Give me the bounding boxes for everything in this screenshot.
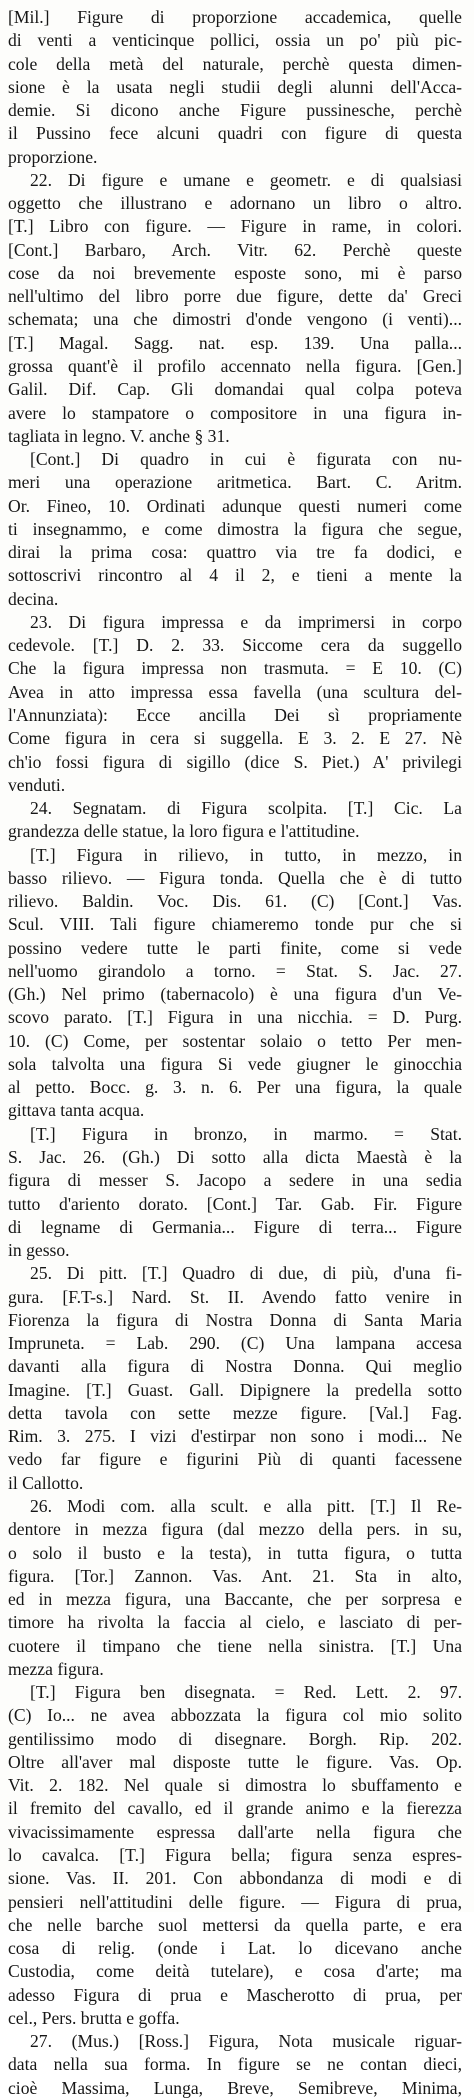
text-line: l'Annunziata): Ecce ancilla Dei sì propriamente bbox=[8, 704, 462, 725]
text-line: Or. Fineo, 10. Ordinati adunque questi numeri come bbox=[8, 495, 462, 516]
text-line: detta tavola con sette mezze figure. [Val.] Fag. bbox=[8, 1402, 462, 1423]
text-line: possino vedere tutte le parti finite, come si vede bbox=[8, 937, 462, 958]
text-line: 26. Modi com. alla scult. e alla pitt. [T.] Il Re- bbox=[30, 1496, 462, 1516]
text-line: [Cont.] Di quadro in cui è figurata con nu- bbox=[30, 449, 462, 470]
text-line: 24. Segnatam. di Figura scolpita. [T.] Cic. La bbox=[30, 798, 462, 819]
text-line: dentore in mezza figura (dal mezzo della pers. in su, bbox=[8, 1519, 462, 1540]
text-line: 23. Di figura impressa e da imprimersi in corpo bbox=[30, 611, 462, 632]
text-line: o solo il busto e la testa), in tutta figura, o tutta bbox=[8, 1542, 462, 1563]
text-line: gittava tanta acqua. bbox=[8, 1100, 145, 1121]
text-line: (C) Io... ne avea abbozzata la figura col mio solito bbox=[8, 1705, 462, 1726]
text-line: (Gh.) Nel primo (tabernacolo) è una figura d'un Ve- bbox=[8, 984, 462, 1005]
text-line: ed in mezza figura, una Baccante, che per sorpresa e bbox=[8, 1589, 462, 1610]
text-line: Oltre all'aver mal disposte tutte le figure. Vas. Op. bbox=[8, 1751, 462, 1772]
text-line: Come figura in cera si suggella. E 3. 2. E 27. Nè bbox=[8, 728, 462, 749]
text-line: pensieri nell'attitudini delle figure. — Figura di prua, bbox=[8, 1891, 462, 1912]
text-line: ti insegnammo, e come dimostra la figura che segue, bbox=[8, 518, 462, 539]
text-line: lo cavalca. [T.] Figura bella; figura senza espres- bbox=[8, 1844, 462, 1865]
text-line: 27. (Mus.) [Ross.] Figura, Nota musicale riguar- bbox=[30, 2031, 462, 2052]
text-line: cedevole. [T.] D. 2. 33. Siccome cera da suggello bbox=[8, 635, 462, 656]
text-line: gura. [F.T-s.] Nard. St. II. Avendo fatto venire in bbox=[8, 1286, 462, 1307]
text-line: sione è la usata negli studii degli alunni dell'Acca- bbox=[8, 76, 462, 97]
text-line: sione. Vas. II. 201. Con abbondanza di modi e di bbox=[8, 1868, 462, 1889]
text-line: cioè Massima, Lunga, Breve, Semibreve, Minima, bbox=[8, 2077, 462, 2098]
text-line: [T.] Figura ben disegnata. = Red. Lett. 2. 97. bbox=[30, 1682, 462, 1703]
text-line: [T.] Figura in bronzo, in marmo. = Stat. bbox=[30, 1123, 462, 1144]
text-line: basso rilievo. — Figura tonda. Quella che è di tutto bbox=[8, 867, 462, 888]
text-line: [Cont.] Barbaro, Arch. Vitr. 62. Perchè queste bbox=[8, 239, 462, 260]
text-line: [T.] Magal. Sagg. nat. esp. 139. Una palla... bbox=[8, 332, 462, 353]
text-line: meri una operazione aritmetica. Bart. C. Aritm. bbox=[8, 472, 462, 493]
text-line: Fiorenza la figura di Nostra Donna di Santa Maria bbox=[8, 1309, 462, 1330]
text-line: tagliata in legno. V. anche § 31. bbox=[8, 425, 230, 446]
text-line: Che la figura impressa non trasmuta. = E 10. (C) bbox=[8, 658, 462, 679]
text-line: proporzione. bbox=[8, 146, 98, 167]
text-line: rilievo. Baldin. Voc. Dis. 61. (C) [Cont.] Vas. bbox=[8, 891, 462, 912]
text-line: grossa quant'è il profilo accennato nella figura. [Gen.] bbox=[8, 355, 462, 376]
text-line: cuotere il timpano che tiene nella sinistra. [T.] Una bbox=[8, 1635, 462, 1656]
text-line: [T.] Libro con figure. — Figure in rame, in colori. bbox=[8, 216, 462, 237]
text-line: di legname di Germania... Figure di terra... Figure bbox=[8, 1216, 462, 1237]
text-line: avere lo stampatore o compositore in una figura in- bbox=[8, 402, 462, 423]
text-line: ch'io fossi figura di sigillo (dice S. Piet.) A' privilegi bbox=[8, 751, 462, 772]
text-line: S. Jac. 26. (Gh.) Di sotto alla dicta Maestà è la bbox=[8, 1147, 462, 1168]
text-line: grandezza delle statue, la loro figura e l'attitudine. bbox=[8, 821, 360, 842]
text-line: adesso Figura di prua e Mascherotto di prua, per bbox=[8, 1984, 462, 2005]
text-line: al petto. Bocc. g. 3. n. 6. Per una figura, la quale bbox=[8, 1077, 462, 1098]
text-line: figura. [Tor.] Zannon. Vas. Ant. 21. Sta in alto, bbox=[8, 1565, 462, 1586]
text-line: [T.] Figura in rilievo, in tutto, in mezzo, in bbox=[30, 844, 462, 865]
text-line: figura di messer S. Jacopo a sedere in una sedia bbox=[8, 1170, 462, 1191]
text-line: Avea in atto impressa essa favella (una scultura del- bbox=[8, 681, 462, 702]
text-line: Rim. 3. 275. I vizi d'estirpar non sono i modi... Ne bbox=[8, 1426, 462, 1447]
text-line: cosa di relig. (onde i Lat. lo dicevano anche bbox=[8, 1938, 462, 1959]
text-line: 10. (C) Come, per sostentar solaio o tetto Per men- bbox=[8, 1030, 462, 1051]
text-line: cole della metà del naturale, perchè questa dimen- bbox=[8, 53, 462, 74]
text-line: nell'uomo girandolo a torno. = Stat. S. Jac. 27. bbox=[8, 960, 462, 981]
text-line: in gesso. bbox=[8, 1240, 70, 1261]
text-line: vivacissimamente espressa dall'arte nella figura che bbox=[8, 1821, 462, 1842]
text-line: Custodia, come deità tutelare), e cosa d'arte; ma bbox=[8, 1961, 462, 1982]
text-line: sottoscrivi rincontro al 4 il 2, e tieni a mente la bbox=[8, 565, 462, 586]
text-line: il Callotto. bbox=[8, 1472, 84, 1493]
text-line: scovo parato. [T.] Figura in una nicchia. = D. Purg. bbox=[8, 1007, 462, 1028]
text-line: Vit. 2. 182. Nel quale si dimostra lo sbuffamento e bbox=[8, 1775, 462, 1796]
text-line: di venti a venticinque pollici, ossia un po' più pic- bbox=[8, 30, 462, 51]
text-line: schemata; una che dimostri d'onde vengono (i venti)... bbox=[8, 309, 462, 330]
text-line: cel., Pers. brutta e goffa. bbox=[8, 2007, 180, 2028]
text-line: data nella sua forma. In figure se ne contan dieci, bbox=[8, 2054, 462, 2075]
text-line: timore ha rivolta la faccia al cielo, e lasciato di per- bbox=[8, 1612, 462, 1633]
text-line: [Mil.] Figure di proporzione accademica, quelle bbox=[8, 7, 462, 27]
text-line: vedo far figure e figurini Più di quanti facessene bbox=[8, 1449, 462, 1470]
text-line: davanti alla figura di Nostra Donna. Qui meglio bbox=[8, 1356, 462, 1377]
text-line: Galil. Dif. Cap. Gli domandai qual colpa poteva bbox=[8, 379, 462, 400]
text-line: nell'ultimo del libro porre due figure, dette da' Greci bbox=[8, 286, 462, 307]
text-line: Scul. VIII. Tali figure chiameremo tonde pur che si bbox=[8, 914, 462, 935]
text-line: tutto d'ariento dorato. [Cont.] Tar. Gab. Fir. Figure bbox=[8, 1193, 462, 1214]
entry-text-body bbox=[8, 6, 462, 2100]
text-line: demie. Si dicono anche Figure pussinesche, perchè bbox=[8, 100, 462, 121]
text-line: che nelle barche suol mettersi da quella parte, e era bbox=[8, 1914, 462, 1935]
text-line: il fremito del cavallo, ed il grande animo e la fierezza bbox=[8, 1798, 462, 1819]
text-line: decina. bbox=[8, 588, 59, 609]
text-line: il Pussino fece alcuni quadri con figure di questa bbox=[8, 123, 462, 144]
text-line: 25. Di pitt. [T.] Quadro di due, di più, d'una fi- bbox=[30, 1263, 462, 1284]
text-line: gentilissimo modo di disegnare. Borgh. Rip. 202. bbox=[8, 1728, 462, 1749]
text-line: sola talvolta una figura Si vede giugner le ginocchia bbox=[8, 1053, 462, 1074]
text-line: mezza figura. bbox=[8, 1658, 104, 1679]
text-line: oggetto che illustrano e adornano un libro o altro. bbox=[8, 193, 462, 214]
text-line: Impruneta. = Lab. 290. (C) Una lampana accesa bbox=[8, 1333, 462, 1354]
text-line: dirai la prima cosa: quattro via tre fa dodici, e bbox=[8, 542, 462, 563]
text-line: Imagine. [T.] Guast. Gall. Dipignere la predella sotto bbox=[8, 1379, 462, 1400]
text-line: 22. Di figure e umane e geometr. e di qualsiasi bbox=[30, 169, 462, 190]
text-line: venduti. bbox=[8, 774, 66, 795]
text-line: cose da noi brevemente esposte sono, mi è parso bbox=[8, 262, 462, 283]
